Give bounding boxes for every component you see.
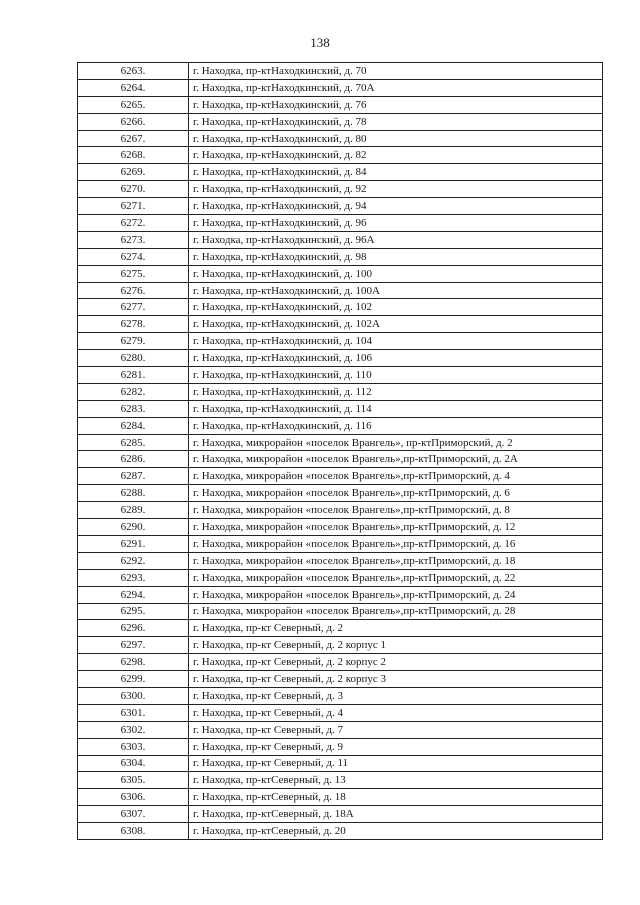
- row-number-cell: 6268.: [78, 147, 189, 164]
- row-number-cell: 6294.: [78, 586, 189, 603]
- page-number: 138: [310, 35, 330, 50]
- row-number-cell: 6272.: [78, 215, 189, 232]
- row-number-cell: 6275.: [78, 265, 189, 282]
- row-number-cell: 6264.: [78, 79, 189, 96]
- row-number-cell: 6280.: [78, 350, 189, 367]
- address-cell: г. Находка, пр-ктСеверный, д. 18А: [189, 806, 603, 823]
- table-row: [78, 806, 603, 823]
- row-number-cell: 6292.: [78, 552, 189, 569]
- table-row: [78, 147, 603, 164]
- address-cell: г. Находка, пр-ктНаходкинский, д. 102А: [189, 316, 603, 333]
- row-number-cell: 6303.: [78, 738, 189, 755]
- table-row: [78, 434, 603, 451]
- row-number-cell: 6278.: [78, 316, 189, 333]
- address-cell: г. Находка, пр-кт Северный, д. 2 корпус 1: [189, 637, 603, 654]
- row-number-cell: 6281.: [78, 367, 189, 384]
- address-cell: г. Находка, микрорайон «поселок Врангель»,пр-ктПриморский, д. 22: [189, 569, 603, 586]
- row-number-cell: 6304.: [78, 755, 189, 772]
- address-cell: г. Находка, пр-кт Северный, д. 9: [189, 738, 603, 755]
- address-cell: г. Находка, пр-ктНаходкинский, д. 70: [189, 63, 603, 80]
- row-number-cell: 6289.: [78, 502, 189, 519]
- row-number-cell: 6271.: [78, 198, 189, 215]
- address-cell: г. Находка, пр-ктНаходкинский, д. 110: [189, 367, 603, 384]
- row-number-cell: 6273.: [78, 231, 189, 248]
- row-number-cell: 6298.: [78, 654, 189, 671]
- address-cell: г. Находка, микрорайон «поселок Врангель»,пр-ктПриморский, д. 28: [189, 603, 603, 620]
- table-row: [78, 63, 603, 80]
- table-row: [78, 282, 603, 299]
- table-row: [78, 485, 603, 502]
- table-row: [78, 417, 603, 434]
- table-row: [78, 231, 603, 248]
- address-cell: г. Находка, пр-ктСеверный, д. 13: [189, 772, 603, 789]
- row-number-cell: 6297.: [78, 637, 189, 654]
- row-number-cell: 6287.: [78, 468, 189, 485]
- table-row: [78, 400, 603, 417]
- address-cell: г. Находка, пр-ктСеверный, д. 20: [189, 823, 603, 840]
- table-row: [78, 265, 603, 282]
- row-number-cell: 6265.: [78, 96, 189, 113]
- address-cell: г. Находка, пр-ктНаходкинский, д. 98: [189, 248, 603, 265]
- row-number-cell: 6305.: [78, 772, 189, 789]
- table-row: [78, 113, 603, 130]
- table-row: [78, 772, 603, 789]
- address-cell: г. Находка, пр-ктНаходкинский, д. 96: [189, 215, 603, 232]
- table-row: [78, 468, 603, 485]
- row-number-cell: 6274.: [78, 248, 189, 265]
- row-number-cell: 6285.: [78, 434, 189, 451]
- address-cell: г. Находка, пр-ктНаходкинский, д. 80: [189, 130, 603, 147]
- address-cell: г. Находка, микрорайон «поселок Врангель»,пр-ктПриморский, д. 4: [189, 468, 603, 485]
- table-row: [78, 181, 603, 198]
- address-cell: г. Находка, пр-ктНаходкинский, д. 106: [189, 350, 603, 367]
- row-number-cell: 6269.: [78, 164, 189, 181]
- address-cell: г. Находка, микрорайон «поселок Врангель»,пр-ктПриморский, д. 6: [189, 485, 603, 502]
- table-row: [78, 603, 603, 620]
- row-number-cell: 6301.: [78, 704, 189, 721]
- row-number-cell: 6295.: [78, 603, 189, 620]
- row-number-cell: 6296.: [78, 620, 189, 637]
- row-number-cell: 6283.: [78, 400, 189, 417]
- row-number-cell: 6277.: [78, 299, 189, 316]
- table-row: [78, 248, 603, 265]
- address-cell: г. Находка, микрорайон «поселок Врангель»,пр-ктПриморский, д. 8: [189, 502, 603, 519]
- table-row: [78, 721, 603, 738]
- row-number-cell: 6302.: [78, 721, 189, 738]
- row-number-cell: 6266.: [78, 113, 189, 130]
- table-row: [78, 502, 603, 519]
- address-cell: г. Находка, пр-ктНаходкинский, д. 102: [189, 299, 603, 316]
- table-row: [78, 350, 603, 367]
- table-row: [78, 333, 603, 350]
- table-row: [78, 789, 603, 806]
- row-number-cell: 6306.: [78, 789, 189, 806]
- table-row: [78, 654, 603, 671]
- row-number-cell: 6282.: [78, 383, 189, 400]
- table-row: [78, 130, 603, 147]
- address-cell: г. Находка, пр-кт Северный, д. 2: [189, 620, 603, 637]
- address-cell: г. Находка, пр-ктНаходкинский, д. 100А: [189, 282, 603, 299]
- row-number-cell: 6300.: [78, 687, 189, 704]
- table-row: [78, 519, 603, 536]
- row-number-cell: 6308.: [78, 823, 189, 840]
- table-row: [78, 451, 603, 468]
- address-cell: г. Находка, пр-ктНаходкинский, д. 94: [189, 198, 603, 215]
- table-row: [78, 79, 603, 96]
- row-number-cell: 6291.: [78, 535, 189, 552]
- address-cell: г. Находка, пр-ктНаходкинский, д. 112: [189, 383, 603, 400]
- row-number-cell: 6307.: [78, 806, 189, 823]
- address-cell: г. Находка, микрорайон «поселок Врангель»,пр-ктПриморский, д. 18: [189, 552, 603, 569]
- address-cell: г. Находка, микрорайон «поселок Врангель», пр-ктПриморский, д. 2: [189, 434, 603, 451]
- address-cell: г. Находка, пр-кт Северный, д. 3: [189, 687, 603, 704]
- table-row: [78, 367, 603, 384]
- table-row: [78, 96, 603, 113]
- table-row: [78, 687, 603, 704]
- table-row: [78, 215, 603, 232]
- row-number-cell: 6299.: [78, 671, 189, 688]
- table-row: [78, 637, 603, 654]
- row-number-cell: 6276.: [78, 282, 189, 299]
- address-cell: г. Находка, пр-кт Северный, д. 4: [189, 704, 603, 721]
- table-row: [78, 198, 603, 215]
- table-row: [78, 704, 603, 721]
- table-row: [78, 552, 603, 569]
- row-number-cell: 6267.: [78, 130, 189, 147]
- table-row: [78, 738, 603, 755]
- address-cell: г. Находка, пр-ктНаходкинский, д. 78: [189, 113, 603, 130]
- address-cell: г. Находка, пр-кт Северный, д. 2 корпус 3: [189, 671, 603, 688]
- row-number-cell: 6270.: [78, 181, 189, 198]
- address-cell: г. Находка, микрорайон «поселок Врангель»,пр-ктПриморский, д. 2А: [189, 451, 603, 468]
- address-cell: г. Находка, пр-ктНаходкинский, д. 116: [189, 417, 603, 434]
- address-cell: г. Находка, микрорайон «поселок Врангель»,пр-ктПриморский, д. 16: [189, 535, 603, 552]
- address-table-body: [78, 63, 603, 840]
- address-cell: г. Находка, пр-ктНаходкинский, д. 114: [189, 400, 603, 417]
- row-number-cell: 6293.: [78, 569, 189, 586]
- address-table: [77, 62, 603, 840]
- table-row: [78, 586, 603, 603]
- address-cell: г. Находка, пр-ктНаходкинский, д. 104: [189, 333, 603, 350]
- table-row: [78, 671, 603, 688]
- table-row: [78, 823, 603, 840]
- row-number-cell: 6284.: [78, 417, 189, 434]
- table-row: [78, 164, 603, 181]
- row-number-cell: 6279.: [78, 333, 189, 350]
- table-row: [78, 383, 603, 400]
- address-cell: г. Находка, пр-ктНаходкинский, д. 96А: [189, 231, 603, 248]
- table-row: [78, 569, 603, 586]
- address-cell: г. Находка, микрорайон «поселок Врангель»,пр-ктПриморский, д. 12: [189, 519, 603, 536]
- table-row: [78, 535, 603, 552]
- row-number-cell: 6288.: [78, 485, 189, 502]
- address-cell: г. Находка, пр-ктНаходкинский, д. 76: [189, 96, 603, 113]
- table-row: [78, 299, 603, 316]
- row-number-cell: 6286.: [78, 451, 189, 468]
- address-cell: г. Находка, пр-ктНаходкинский, д. 100: [189, 265, 603, 282]
- address-cell: г. Находка, пр-кт Северный, д. 11: [189, 755, 603, 772]
- address-cell: г. Находка, пр-кт Северный, д. 7: [189, 721, 603, 738]
- table-row: [78, 755, 603, 772]
- address-cell: г. Находка, пр-кт Северный, д. 2 корпус 2: [189, 654, 603, 671]
- address-cell: г. Находка, пр-ктСеверный, д. 18: [189, 789, 603, 806]
- address-cell: г. Находка, микрорайон «поселок Врангель»,пр-ктПриморский, д. 24: [189, 586, 603, 603]
- table-row: [78, 620, 603, 637]
- address-cell: г. Находка, пр-ктНаходкинский, д. 84: [189, 164, 603, 181]
- row-number-cell: 6263.: [78, 63, 189, 80]
- address-cell: г. Находка, пр-ктНаходкинский, д. 92: [189, 181, 603, 198]
- address-cell: г. Находка, пр-ктНаходкинский, д. 70А: [189, 79, 603, 96]
- row-number-cell: 6290.: [78, 519, 189, 536]
- table-row: [78, 316, 603, 333]
- address-cell: г. Находка, пр-ктНаходкинский, д. 82: [189, 147, 603, 164]
